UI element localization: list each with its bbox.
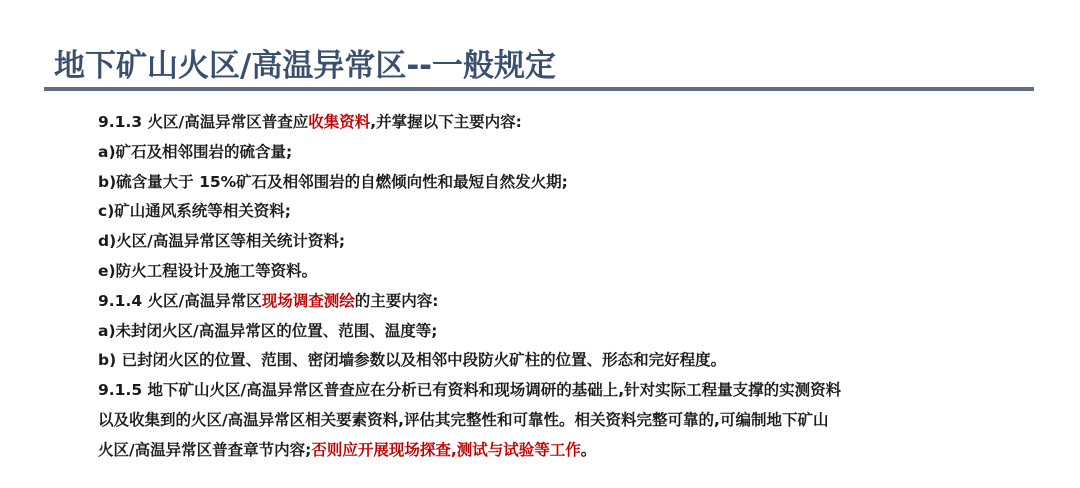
- list-item: c)矿山通风系统等相关资料;: [98, 202, 291, 221]
- page-title: 地下矿山火区/高温异常区--一般规定: [54, 48, 557, 84]
- line-text: 火区/高温异常区普查章节内容;: [98, 440, 312, 459]
- list-item: d)火区/高温异常区等相关统计资料;: [98, 232, 346, 251]
- line-text: 的主要内容:: [354, 291, 439, 310]
- clause-9-1-3: [98, 108, 1038, 138]
- title-divider: [44, 87, 1034, 91]
- line-text: 9.1.3 火区/高温异常区普查应: [98, 113, 309, 131]
- line-text: 9.1.4 火区/高温异常区: [98, 291, 262, 310]
- highlight-text: 现场调查测绘: [261, 291, 355, 310]
- list-item: b)硫含量大于 15%矿石及相邻围岩的自燃倾向性和最短自然发火期;: [98, 172, 568, 191]
- content-body: [98, 108, 1038, 466]
- list-item: b) 已封闭火区的位置、范围、密闭墙参数以及相邻中段防火矿柱的位置、形态和完好程度。: [98, 351, 727, 370]
- clause-9-1-4: [98, 287, 1038, 317]
- paragraph-line: [98, 436, 1038, 466]
- clause-9-1-5: 9.1.5 地下矿山火区/高温异常区普查应在分析已有资料和现场调研的基础上,针对实际工程量支撑的实测资料: [98, 381, 842, 400]
- paragraph-line: 以及收集到的火区/高温异常区相关要素资料,评估其完整性和可靠性。相关资料完整可靠的,可编制地下矿山: [98, 410, 829, 429]
- highlight-text: 收集资料: [308, 113, 371, 131]
- highlight-text: 否则应开展现场探查,测试与试验等工作: [311, 440, 581, 459]
- line-text: ,并掌握以下主要内容:: [370, 113, 522, 131]
- list-item: a)未封闭火区/高温异常区的位置、范围、温度等;: [98, 321, 438, 340]
- line-text: 。: [580, 440, 597, 459]
- list-item: a)矿石及相邻围岩的硫含量;: [98, 142, 293, 161]
- list-item: e)防火工程设计及施工等资料。: [98, 261, 318, 280]
